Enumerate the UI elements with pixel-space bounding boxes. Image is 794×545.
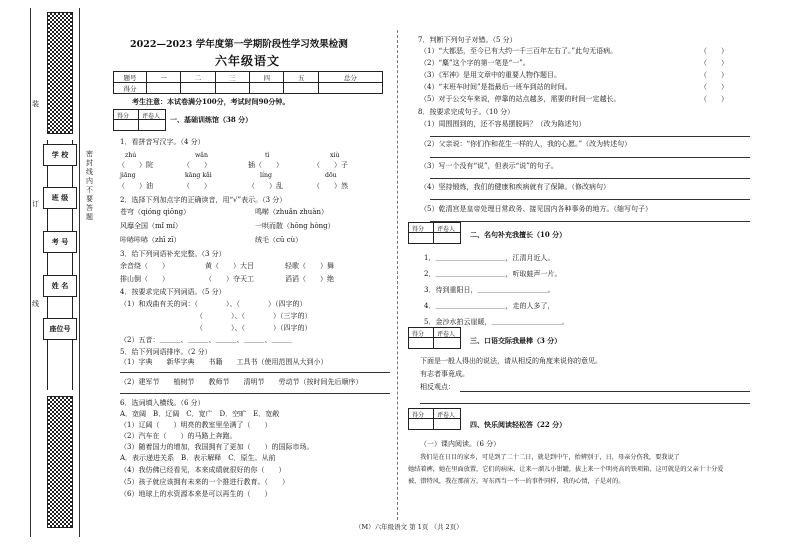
blank[interactable]: （ ）: [183, 161, 211, 169]
binding-pattern-top: [47, 12, 73, 134]
binding-line-inner: [79, 8, 80, 537]
reading-heading: （一）课内阅读。（6 分）: [420, 440, 501, 448]
class-field[interactable]: 班 级: [43, 187, 77, 209]
s2-item[interactable]: 3．待到重阳日，＿＿＿＿＿＿＿＿＿＿。: [424, 286, 555, 294]
reading-para: 被，错特风，我在那前方，写东西当一不一的事件同样，我的心情，子是对的。: [408, 478, 625, 485]
answer-line[interactable]: [430, 178, 750, 179]
q8-5: （5）乾清宫是皇帝处理日常政务、接见国内各种事务的地方。（缩写句子）: [420, 205, 652, 213]
warning-text: 密封线内不要答题: [86, 150, 93, 221]
q6-4[interactable]: （4）我仿佛已经看见，本来成绩就很好的你（ ）: [120, 466, 286, 474]
answer-line[interactable]: [120, 393, 390, 394]
seat-number-field[interactable]: 座位号: [43, 318, 77, 340]
q8-4: （4）坚持锻炼，我们的健康和疾病就有了保障。（修改病句）: [420, 183, 610, 191]
answer-line[interactable]: [430, 136, 750, 137]
q5-1: （1）字典 新华字典 书籍 工具书（使用范围从大到小）: [120, 358, 328, 366]
s2-item[interactable]: 4．＿＿＿＿＿＿＿＿＿＿，走的人多了，: [424, 302, 555, 310]
q6-5[interactable]: （5）孩子就应该拥有未来的一个推进行教育。（ ）: [120, 478, 289, 486]
q6-note: A．表示递进关系 B．表示解释 C．原生。从前: [120, 454, 276, 462]
q1: 1．看拼音写汉字。（4 分）: [120, 138, 205, 146]
score-cell[interactable]: [318, 83, 382, 94]
pinyin: líng: [260, 172, 272, 179]
q8-1: （1）周围围到的，还不容易摆脱吗？（改为陈述句）: [420, 120, 586, 128]
binding-column: [47, 140, 73, 390]
q2-item[interactable]: 咔哧咔哧（zhī zī）: [120, 236, 181, 244]
exam-number-field[interactable]: 考 号: [43, 231, 77, 253]
q3-item[interactable]: 余音绕（ ）: [120, 262, 169, 270]
q7-answer[interactable]: （ ）: [700, 59, 728, 67]
q7-answer[interactable]: （ ）: [700, 47, 728, 55]
q7: 7．判断下列句子对错。（5 分）: [418, 36, 517, 44]
answer-line[interactable]: [430, 157, 750, 158]
pinyin: kāng kǎi: [185, 172, 212, 179]
blank[interactable]: 插（ ）: [248, 161, 283, 169]
grader-box-2: [408, 222, 461, 244]
exam-title: 2022—2023 学年度第一学期阶段性学习效果检测: [130, 39, 348, 50]
score-header-cell: 二: [181, 72, 215, 83]
q4-2[interactable]: （2）五音：＿＿＿、＿＿＿、＿＿＿、＿＿＿、＿＿＿: [120, 336, 293, 344]
q6: 6．选词填入横线。（6 分）: [120, 399, 205, 407]
s2-item[interactable]: 1．＿＿＿＿＿＿＿＿＿＿，江清月近人。: [424, 254, 555, 262]
pinyin: wǎn: [195, 152, 208, 159]
score-header-cell: 一: [147, 72, 181, 83]
q7-item: （3）《军神》是用文章中的重要人物作题目。: [420, 71, 561, 79]
answer-line[interactable]: [120, 372, 390, 373]
q7-answer[interactable]: （ ）: [700, 83, 728, 91]
score-label: 得分: [412, 331, 425, 338]
binding-text-top: 装: [32, 100, 39, 108]
q3-item[interactable]: 黄（ ）大吕: [205, 262, 254, 270]
column-divider: [397, 30, 398, 520]
grader-label: 评卷人: [437, 331, 456, 338]
q2: 2．选择下列加点字的正确读音，用“√”表示。（3 分）: [120, 196, 287, 204]
pinyin: xiù: [330, 152, 340, 159]
score-cell[interactable]: [147, 83, 181, 94]
q5-2: （2）建军节 植树节 教师节 清明节 劳动节（按时间先后顺序）: [120, 378, 363, 386]
subject-title: 六年级语文: [215, 54, 281, 68]
s3-quote: 有志者事竟成。: [420, 370, 469, 378]
q6-1[interactable]: （1）辽阔（ ）明亮的教室里坐满了（ ）: [120, 421, 272, 429]
answer-line[interactable]: [430, 221, 750, 222]
pinyin: zhú: [125, 152, 137, 159]
binding-text-mid: 订: [32, 200, 39, 208]
blank[interactable]: （ ）院: [118, 161, 153, 169]
q8-3: （3）写一个没有“说”，但表示“说”的句子。: [420, 162, 558, 170]
q4-1b[interactable]: （ ）、（ ）（三字的）: [196, 312, 312, 320]
score-header-cell: 四: [250, 72, 284, 83]
section2-title: 二、名句补充我擅长（10 分）: [470, 230, 567, 239]
q7-item: （1）“大都恶，至今已有大约一千三百年左右了。”此句无语病。: [420, 47, 618, 55]
reading-para: 我们是在日目的家乡，可是到了二十二日，就是到中午，抬辨别于，日，母亲分伤我，要我说了: [420, 454, 680, 461]
page-footer: （M）六年级语文 第 1页 （共 2页）: [355, 523, 463, 531]
score-label: 得分: [117, 113, 130, 120]
q3-item[interactable]: 轻歌（ ）舞: [285, 262, 334, 270]
q8: 8．按要求完成句子。（10 分）: [418, 108, 515, 116]
q6-options: A．宽阔 B．辽阔 C．宽广 D．空旷 E．宽敞: [120, 410, 280, 418]
answer-line[interactable]: [420, 403, 750, 404]
q7-item: （2）“麋”这个字的第一笔是“一”。: [420, 59, 530, 67]
score-label: 得分: [412, 412, 425, 419]
school-field[interactable]: 学 校: [43, 144, 77, 166]
score-header-cell: 总分: [318, 72, 382, 83]
q4: 4．按要求完成下列词语。（5 分）: [120, 288, 226, 296]
q3: 3．给下列词语补充完整。（3 分）: [120, 250, 226, 258]
grader-box-4: [408, 408, 461, 430]
score-label: 得分: [412, 226, 425, 233]
grader-label: 评卷人: [437, 412, 456, 419]
score-cell[interactable]: [215, 83, 249, 94]
blank[interactable]: （ ）乱: [248, 182, 283, 190]
section1-title: 一、基础训练馆（38 分）: [170, 115, 253, 124]
answer-line[interactable]: [460, 391, 750, 392]
score-label-cell: 得分: [114, 83, 147, 94]
name-field[interactable]: 姓 名: [43, 275, 77, 297]
score-cell[interactable]: [181, 83, 215, 94]
score-header-cell: 题号: [114, 72, 147, 83]
grader-box-3: [408, 327, 461, 349]
section3-title: 三、口语交际我最棒（3 分）: [470, 336, 562, 345]
q6-3[interactable]: （3）随着国力的增加，我国拥有了更加（ ）的国际市场。: [120, 443, 314, 451]
section4-title: 四、快乐阅读轻松答（22 分）: [470, 420, 567, 429]
q2-item[interactable]: 绒毛（cū cù）: [255, 236, 303, 244]
s2-item[interactable]: 5．金沙水拍云崖暖，＿＿＿＿＿＿＿＿＿＿。: [424, 318, 569, 326]
q7-item: （5）对于公交车来说，停靠的站点越多，需要的时间一定越长。: [420, 95, 621, 103]
q4-1[interactable]: （1）和戏曲有关的词：（ ）、（ ）（四字的）: [120, 300, 307, 308]
score-header-cell: 三: [215, 72, 249, 83]
score-table: [113, 71, 383, 94]
pinyin: dōu: [325, 172, 337, 179]
blank[interactable]: （ ）: [183, 182, 211, 190]
q6-2[interactable]: （2）汽车在（ ）的马路上奔跑。: [120, 432, 237, 440]
answer-line[interactable]: [430, 199, 750, 200]
score-header-cell: 五: [284, 72, 318, 83]
binding-text-bot: 线: [32, 300, 39, 308]
q8-2: （2）父亲说：“你们作和花生一样的人，我的心愿。”（改为转述句）: [420, 140, 632, 148]
q3-item[interactable]: 滔滔（ ）绝: [285, 275, 334, 283]
binding-pattern-bottom: [47, 396, 73, 528]
s3-text: 下面是一般人得出的说法，请从相反的角度来说你的意见。: [420, 357, 602, 365]
grader-label: 评卷人: [142, 113, 161, 120]
pinyin: jiāng: [120, 172, 136, 179]
q2-item[interactable]: 一哄而散（hōng hòng）: [255, 222, 335, 230]
q7-answer[interactable]: （ ）: [700, 71, 728, 79]
q2-item[interactable]: 鸣啭（zhuǎn zhuàn）: [255, 208, 328, 216]
grader-box-1: [113, 109, 166, 131]
q2-item[interactable]: 风靡全国（mǐ mí）: [120, 222, 182, 230]
blank[interactable]: （ ）油: [118, 182, 153, 190]
score-cell[interactable]: [250, 83, 284, 94]
blank[interactable]: （ ）子: [313, 161, 348, 169]
q2-item[interactable]: 苍穹（qióng qiōng）: [120, 208, 191, 216]
blank[interactable]: （ ）然: [313, 182, 348, 190]
pinyin: tì: [265, 152, 270, 159]
q7-answer[interactable]: （ ）: [700, 95, 728, 103]
q4-1c[interactable]: （ ）、（ ）（四字的）: [196, 324, 312, 332]
s2-item[interactable]: 2．＿＿＿＿＿＿＿＿＿＿，听取蛙声一片。: [424, 270, 562, 278]
reading-para: 她结着裤，她在里面放置，它们的病床，让来一溜儿小钳罐，拔上来一个明亮高的铁项箱，这可就是的父亲十十分爱: [408, 466, 724, 473]
q5: 5．给下列词语排序。（2 分）: [120, 348, 212, 356]
q6-6[interactable]: （6）地球上的水资源本来是可以再生的（ ）: [120, 490, 272, 498]
notice: 考生注意：本试卷满分100分，考试时间90分钟。: [132, 97, 290, 106]
score-cell[interactable]: [284, 83, 318, 94]
grader-label: 评卷人: [437, 226, 456, 233]
q3-item[interactable]: 排山倒（ ）: [120, 275, 169, 283]
q7-item: （4）“末班车时间”是指最后一班车到站的时间。: [420, 83, 572, 91]
q3-item[interactable]: （ ）夺天工: [205, 275, 254, 283]
binding-line-outer: [30, 8, 31, 537]
s3-answer-label: 相反观点：: [420, 383, 455, 391]
